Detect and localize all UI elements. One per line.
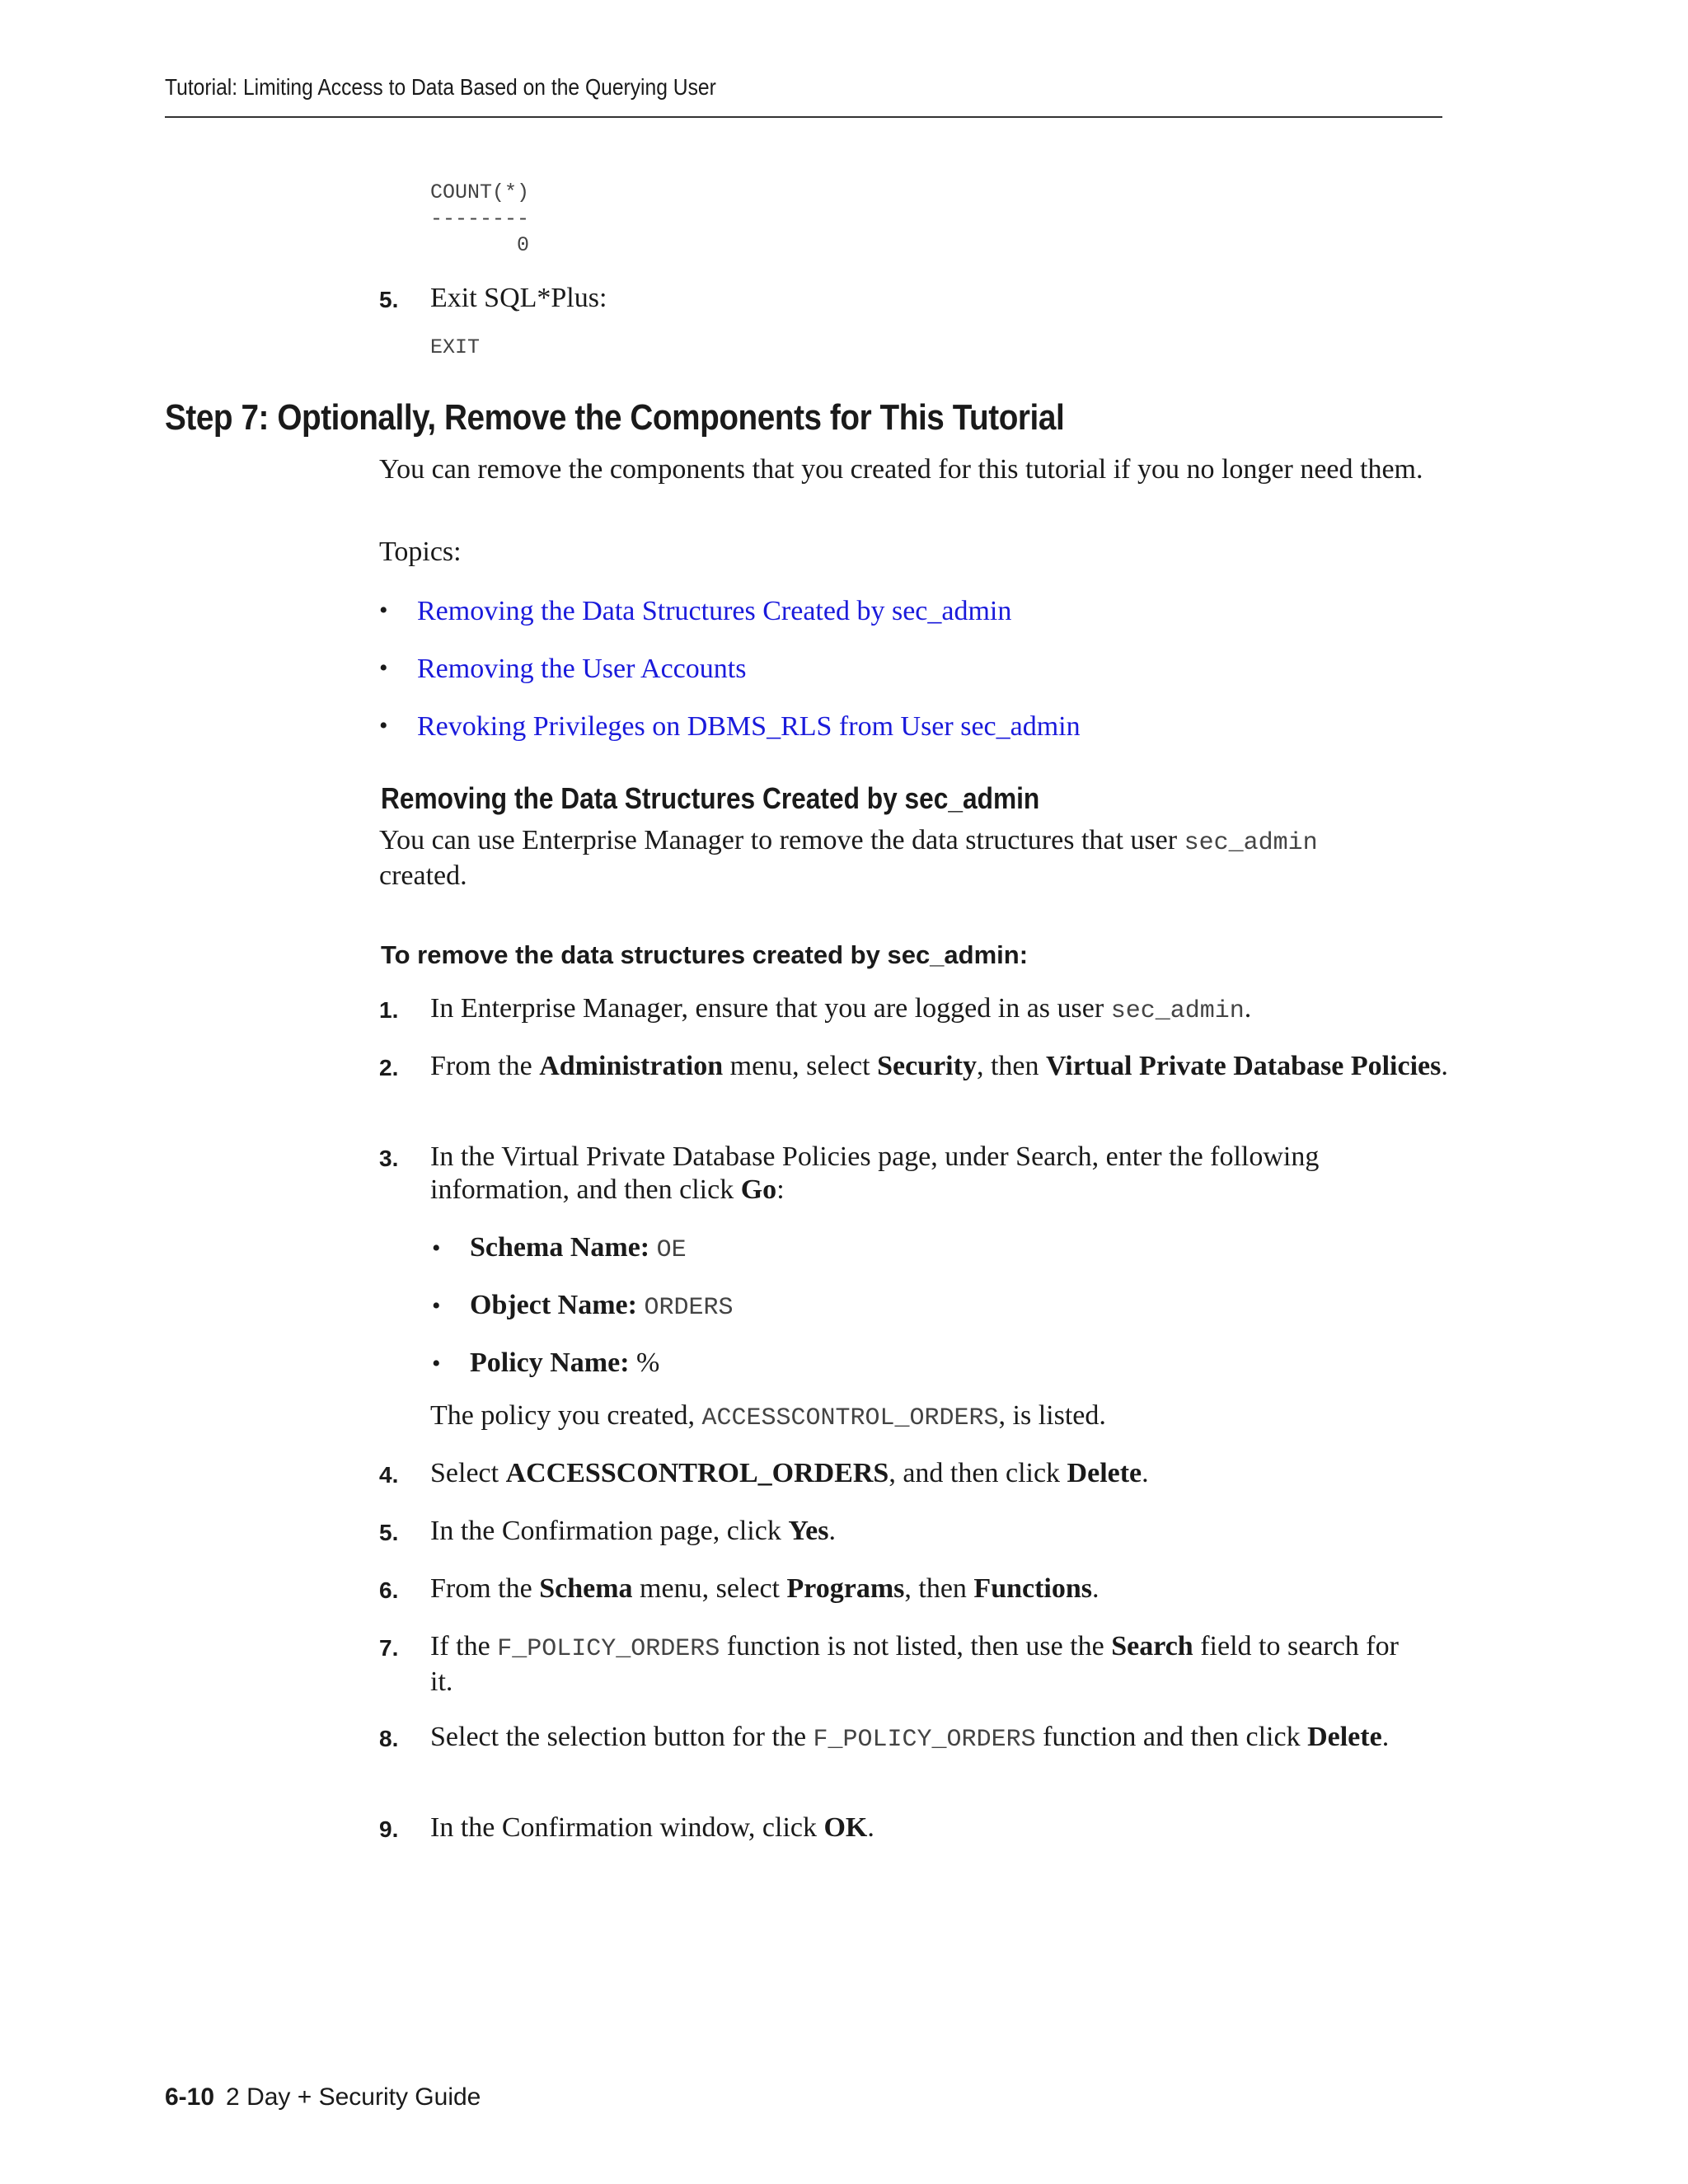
section-title: Step 7: Optionally, Remove the Components for This Tutorial — [165, 397, 1065, 438]
step-7-text: If the F_POLICY_ORDERS function is not listed, then use the Search field to search for it. — [430, 1631, 1399, 1697]
page-footer — [165, 2083, 481, 2111]
step-number: 7. — [379, 1635, 399, 1661]
inline-code: sec_admin — [1184, 829, 1318, 857]
step-3-text: In the Virtual Private Database Policies page, under Search, enter the following information, and then click Go: — [430, 1141, 1320, 1205]
bullet: • — [379, 654, 388, 682]
step-3-result: The policy you created, ACCESSCONTROL_ORDERS, is listed. — [430, 1400, 1106, 1432]
field-object-name: Object Name: ORDERS — [470, 1290, 734, 1322]
section-intro: You can remove the components that you created for this tutorial if you no longer need them. — [379, 454, 1423, 485]
topic-link-revoking-privileges[interactable]: Revoking Privileges on DBMS_RLS from User sec_admin — [417, 711, 1081, 742]
bullet: • — [379, 712, 388, 739]
step-number: 1. — [379, 997, 399, 1023]
field-schema-name: Schema Name: OE — [470, 1232, 687, 1264]
step-number: 6. — [379, 1577, 399, 1603]
procedure-title: To remove the data structures created by sec_admin: — [381, 940, 1029, 969]
book-title: 2 Day + Security Guide — [226, 2083, 481, 2111]
bullet: • — [432, 1350, 441, 1377]
step-1-text: In Enterprise Manager, ensure that you are logged in as user sec_admin. — [430, 993, 1252, 1025]
step-number: 3. — [379, 1146, 399, 1171]
topic-link-data-structures[interactable]: Removing the Data Structures Created by sec_admin — [417, 596, 1012, 626]
subsection-title: Removing the Data Structures Created by sec_admin — [381, 781, 1040, 815]
step-8-text: Select the selection button for the F_POLICY_ORDERS function and then click Delete. — [430, 1722, 1390, 1754]
page-number: 6-10 — [165, 2083, 215, 2111]
field-policy-name: Policy Name: % — [470, 1347, 660, 1378]
step-5-text: In the Confirmation page, click Yes. — [430, 1516, 836, 1546]
step-number: 9. — [379, 1816, 399, 1842]
bullet: • — [432, 1235, 441, 1262]
bullet: • — [432, 1292, 441, 1319]
step-4-text: Select ACCESSCONTROL_ORDERS, and then click Delete. — [430, 1458, 1149, 1488]
code-exit: EXIT — [430, 335, 481, 359]
step-text: Exit SQL*Plus: — [430, 283, 607, 313]
code-output: COUNT(*) -------- 0 — [430, 180, 530, 257]
running-header: Tutorial: Limiting Access to Data Based on the Querying User — [165, 74, 716, 100]
step-2-text: From the Administration menu, select Security, then Virtual Private Database Policies. — [430, 1051, 1448, 1081]
step-9-text: In the Confirmation window, click OK. — [430, 1812, 874, 1843]
bullet: • — [379, 597, 388, 624]
subsection-paragraph — [379, 824, 1451, 893]
topic-link-user-accounts[interactable]: Removing the User Accounts — [417, 654, 747, 684]
step-number: 4. — [379, 1462, 399, 1488]
paragraph-text: created. — [379, 860, 467, 891]
header-rule — [165, 116, 1442, 118]
paragraph-text: You can use Enterprise Manager to remove the data structures that user — [379, 825, 1184, 855]
step-number: 8. — [379, 1726, 399, 1751]
step-6-text: From the Schema menu, select Programs, then Functions. — [430, 1573, 1100, 1604]
step-number: 2. — [379, 1055, 399, 1080]
topics-label: Topics: — [379, 537, 462, 567]
step-number: 5. — [379, 287, 399, 312]
step-number: 5. — [379, 1520, 399, 1545]
